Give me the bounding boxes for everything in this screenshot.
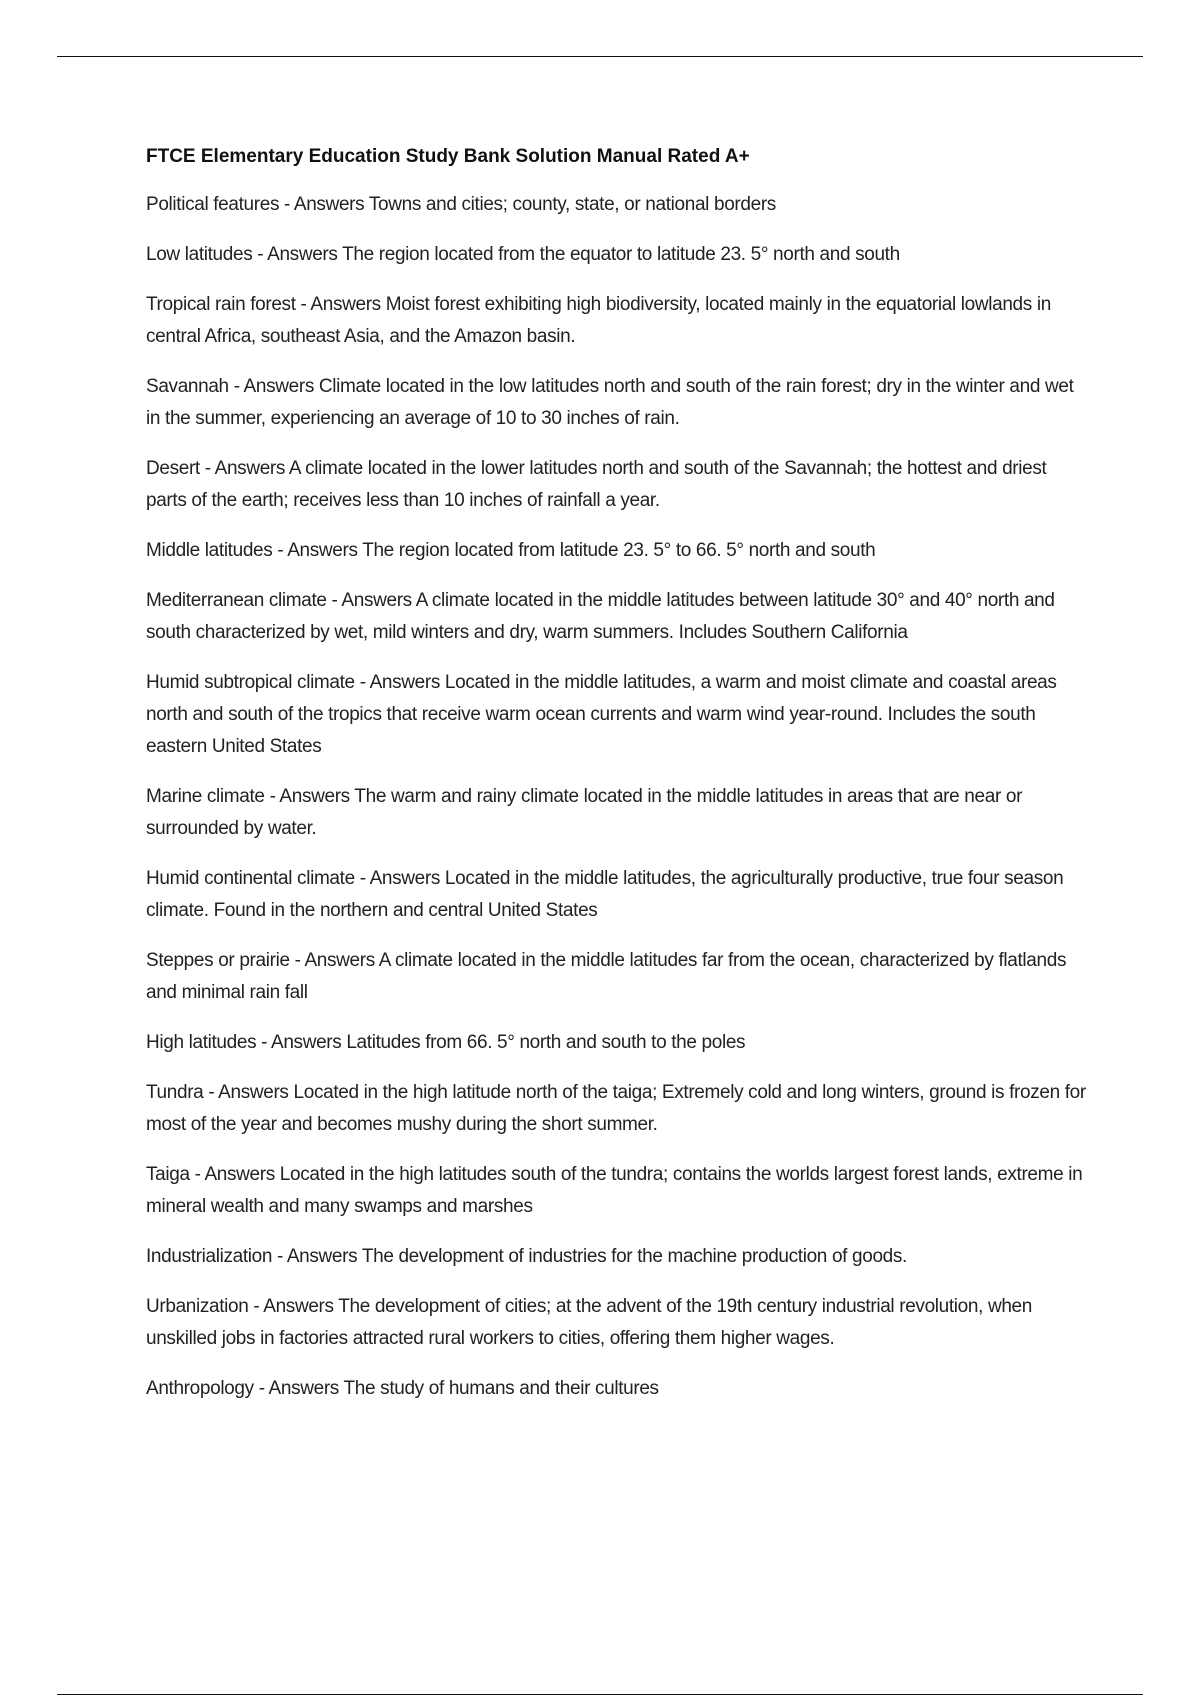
document-title: FTCE Elementary Education Study Bank Solution Manual Rated A+ [146, 146, 750, 167]
entry-middle-latitudes: Middle latitudes - Answers The region located from latitude 23. 5° to 66. 5° north and south [146, 540, 876, 561]
entry-high-latitudes: High latitudes - Answers Latitudes from 66. 5° north and south to the poles [146, 1032, 746, 1053]
entry-taiga: Taiga - Answers Located in the high latitudes south of the tundra; contains the worlds largest forest lands, extreme in mineral wealth and many swamps and marshes [146, 1164, 1083, 1217]
entry-urbanization: Urbanization - Answers The development of cities; at the advent of the 19th century industrial revolution, when unskilled jobs in factories attracted rural workers to cities, offering them higher wages. [146, 1296, 1032, 1349]
document-body [146, 141, 1086, 1423]
entry-savannah: Savannah - Answers Climate located in the low latitudes north and south of the rain forest; dry in the winter and wet in the summer, experiencing an average of 10 to 30 inches of rain. [146, 376, 1074, 429]
entry-political-features: Political features - Answers Towns and cities; county, state, or national borders [146, 194, 776, 215]
entry-steppes-or-prairie: Steppes or prairie - Answers A climate located in the middle latitudes far from the ocean, characterized by flatlands and minimal rain fall [146, 950, 1067, 1003]
header-rule [57, 56, 1143, 57]
entry-marine-climate: Marine climate - Answers The warm and rainy climate located in the middle latitudes in areas that are near or surrounded by water. [146, 786, 1023, 839]
entry-anthropology: Anthropology - Answers The study of humans and their cultures [146, 1378, 659, 1399]
entry-humid-subtropical-climate: Humid subtropical climate - Answers Located in the middle latitudes, a warm and moist climate and coastal areas north and south of the tropics that receive warm ocean currents and warm wind year-round. Includes the south eastern United States [146, 672, 1057, 757]
entry-mediterranean-climate: Mediterranean climate - Answers A climate located in the middle latitudes between latitude 30° and 40° north and south characterized by wet, mild winters and dry, warm summers. Includes Southern California [146, 590, 1055, 643]
entry-low-latitudes: Low latitudes - Answers The region located from the equator to latitude 23. 5° north and south [146, 244, 900, 265]
entry-desert: Desert - Answers A climate located in the lower latitudes north and south of the Savannah; the hottest and driest parts of the earth; receives less than 10 inches of rainfall a year. [146, 458, 1047, 511]
entry-tundra: Tundra - Answers Located in the high latitude north of the taiga; Extremely cold and long winters, ground is frozen for most of the year and becomes mushy during the short summer. [146, 1082, 1086, 1135]
footer-rule [57, 1694, 1143, 1695]
entry-industrialization: Industrialization - Answers The development of industries for the machine production of goods. [146, 1246, 907, 1267]
entry-tropical-rain-forest: Tropical rain forest - Answers Moist forest exhibiting high biodiversity, located mainly in the equatorial lowlands in central Africa, southeast Asia, and the Amazon basin. [146, 294, 1051, 347]
entry-humid-continental-climate: Humid continental climate - Answers Located in the middle latitudes, the agriculturally productive, true four season climate. Found in the northern and central United States [146, 868, 1064, 921]
